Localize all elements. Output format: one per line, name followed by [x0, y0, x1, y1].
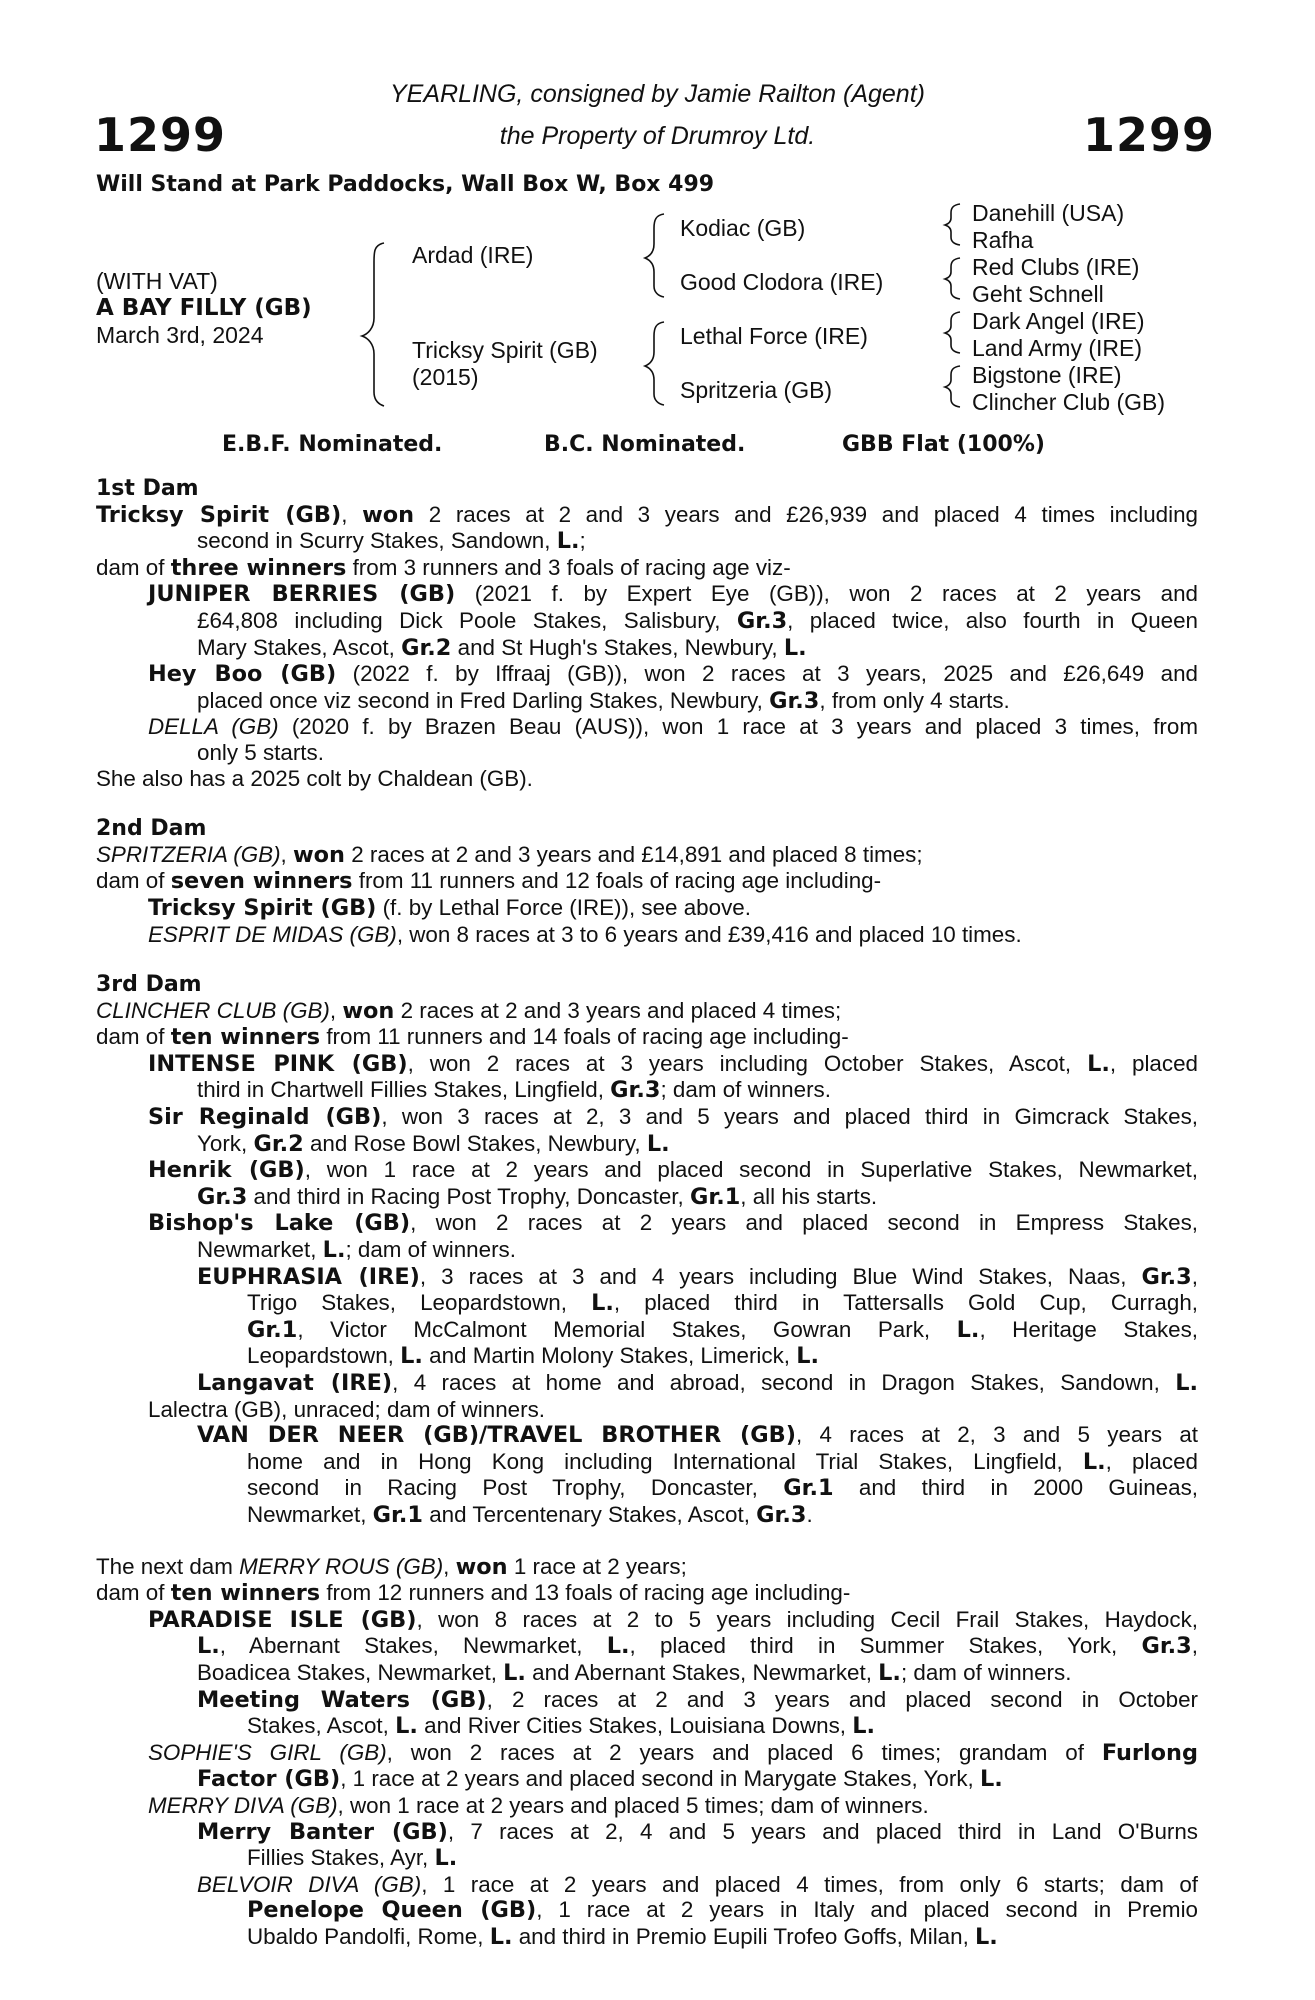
text-run: , Victor McCalmont Memorial Stakes, Gowran Park,	[297, 1316, 957, 1342]
bold-text: L.	[878, 1659, 901, 1686]
italic-text: DELLA (GB)	[148, 714, 279, 740]
text-line	[96, 1660, 1198, 1687]
bold-text: Gr.1	[689, 1183, 741, 1210]
text-line	[96, 1845, 1198, 1872]
lot-number-left: 1299	[94, 108, 227, 162]
text-line	[96, 1713, 1198, 1740]
text-run: , placed	[1105, 1448, 1198, 1474]
text-run: , 3 races at 3 and 4 years including Blue Wind Stakes, Naas,	[419, 1263, 1142, 1289]
text-line	[96, 1580, 1198, 1607]
text-line	[96, 1184, 1198, 1211]
section-first-dam: 1st Dam	[96, 476, 199, 501]
text-line	[96, 868, 1198, 895]
text-line	[96, 1633, 1198, 1660]
pedigree-dam: Tricksy Spirit (GB)	[412, 337, 598, 363]
bracket-gen2-dam	[645, 322, 664, 405]
text-run: , 4 races at 2, 3 and 5 years at	[795, 1422, 1198, 1448]
text-run: and third in 2000 Guineas,	[833, 1475, 1199, 1501]
bold-text: Gr.1	[783, 1475, 834, 1502]
bold-text: Langavat (IRE)	[197, 1370, 393, 1396]
text-run: dam of	[96, 868, 171, 894]
text-run: She also has a 2025 colt by Chaldean (GB).	[96, 765, 533, 791]
text-line	[96, 1422, 1198, 1449]
text-line	[96, 1687, 1198, 1714]
text-run: ,	[1191, 1263, 1198, 1289]
text-line	[96, 1819, 1198, 1846]
pedigree-sire: Ardad (IRE)	[412, 242, 534, 268]
text-run: Boadicea Stakes, Newmarket,	[197, 1659, 504, 1685]
text-run: , won 2 races at 2 years and placed 6 times; grandam of	[386, 1739, 1102, 1765]
pedigree-sire-sire: Kodiac (GB)	[680, 215, 806, 241]
text-run: ,	[1191, 1633, 1198, 1659]
text-run: Leopardstown,	[247, 1343, 401, 1369]
bold-text: Gr.3	[769, 687, 820, 714]
text-line	[96, 1475, 1198, 1502]
bold-text: Gr.1	[372, 1501, 423, 1528]
text-line	[96, 1607, 1198, 1634]
text-run: second in Racing Post Trophy, Doncaster,	[247, 1475, 784, 1501]
text-line	[96, 895, 1198, 922]
text-run: , all his starts.	[740, 1183, 878, 1209]
bold-text: Gr.3	[610, 1077, 661, 1104]
section-gap	[96, 791, 1198, 816]
pedigree-g3-8: Clincher Club (GB)	[972, 389, 1165, 415]
italic-text: ESPRIT DE MIDAS (GB)	[148, 921, 397, 947]
text-line	[96, 740, 1198, 766]
pedigree-g3-6: Land Army (IRE)	[972, 335, 1142, 361]
property-line: the Property of Drumroy Ltd.	[499, 122, 816, 150]
text-line	[96, 581, 1198, 608]
text-line	[96, 1077, 1198, 1104]
text-run: ;	[579, 528, 586, 554]
text-run: and Abernant Stakes, Newmarket,	[525, 1659, 879, 1685]
catalogue-body	[96, 476, 1198, 1950]
text-run: and St Hugh's Stakes, Newbury,	[451, 634, 784, 660]
text-run: dam of	[96, 1024, 171, 1050]
text-line	[96, 502, 1198, 529]
bold-text: L.	[975, 1923, 998, 1950]
text-run: second in Scurry Stakes, Sandown,	[197, 528, 557, 554]
text-line	[96, 528, 1198, 555]
text-run: , 1 race at 2 years and placed 4 times, from only 6 starts; dam of	[421, 1871, 1198, 1897]
text-run: Ubaldo Pandolfi, Rome,	[247, 1923, 490, 1949]
bold-text: Penelope Queen (GB)	[247, 1897, 537, 1924]
text-line	[96, 1924, 1198, 1951]
bold-text: L.	[1082, 1448, 1106, 1475]
pedigree-sire-dam: Good Clodora (IRE)	[680, 269, 884, 295]
text-run: , 2 races at 2 and 3 years and placed second in October	[486, 1686, 1198, 1712]
text-run: Lalectra (GB), unraced; dam of winners.	[148, 1396, 545, 1422]
consignment-line: YEARLING, consigned by Jamie Railton (Agent)	[390, 80, 925, 108]
text-run: Mary Stakes, Ascot,	[197, 634, 402, 660]
section-gap	[96, 947, 1198, 972]
bc-nomination: B.C. Nominated.	[544, 432, 746, 457]
bold-text: L.	[646, 1130, 670, 1157]
section-third-dam: 3rd Dam	[96, 972, 202, 998]
text-run: 2 races at 2 and 3 years and £14,891 and placed 8 times;	[345, 841, 923, 867]
text-line	[96, 998, 1198, 1025]
bold-text: seven winners	[170, 868, 353, 895]
text-run: and Rose Bowl Stakes, Newbury,	[303, 1130, 647, 1156]
text-run: from 12 runners and 13 foals of racing age including-	[320, 1580, 851, 1606]
text-run: Trigo Stakes, Leopardstown,	[247, 1290, 592, 1316]
text-run: 2 races at 2 and 3 years and placed 4 times;	[394, 997, 842, 1023]
text-line	[96, 1264, 1198, 1291]
bold-text: L.	[400, 1343, 423, 1370]
text-run: and Tercentenary Stakes, Ascot,	[422, 1501, 757, 1527]
bold-text: Gr.3	[197, 1183, 248, 1210]
bold-text: three winners	[170, 554, 347, 581]
bold-text: L.	[956, 1316, 980, 1343]
bold-text: Gr.3	[1141, 1633, 1192, 1660]
text-run: (2022 f. by Iffraaj (GB)), won 2 races at 3 years, 2025 and £26,649 and	[336, 661, 1198, 687]
bold-text: ten winners	[170, 1024, 321, 1051]
text-run: (2020 f. by Brazen Beau (AUS)), won 1 race at 3 years and placed 3 times, from	[278, 714, 1198, 740]
text-run: dam of	[96, 1580, 171, 1606]
bold-text: L.	[197, 1633, 220, 1660]
bracket-gen2-sire	[645, 214, 664, 297]
text-run: , 1 race at 2 years in Italy and placed second in Premio	[536, 1897, 1199, 1923]
italic-text: BELVOIR DIVA (GB)	[197, 1871, 422, 1897]
bold-text: won	[342, 997, 395, 1024]
text-run: ,	[443, 1553, 456, 1579]
text-line	[96, 1024, 1198, 1051]
pedigree-dam-sire: Lethal Force (IRE)	[680, 323, 868, 349]
text-run: York,	[197, 1130, 254, 1156]
text-run: (2021 f. by Expert Eye (GB)), won 2 races at 2 years and	[455, 581, 1198, 607]
text-line	[96, 766, 1198, 792]
text-run: , 1 race at 2 years and placed second in Marygate Stakes, York,	[340, 1766, 980, 1792]
text-run: from 11 runners and 12 foals of racing age including-	[352, 868, 882, 894]
text-run: , from only 4 starts.	[819, 687, 1010, 713]
pedigree-g3-7: Bigstone (IRE)	[972, 362, 1122, 388]
text-line	[96, 1157, 1198, 1184]
italic-text: MERRY DIVA (GB)	[148, 1792, 338, 1818]
bold-text: Furlong	[1101, 1739, 1198, 1766]
text-run: , placed	[1109, 1050, 1198, 1076]
italic-text: SPRITZERIA (GB)	[96, 841, 281, 867]
italic-text: MERRY ROUS (GB)	[239, 1553, 444, 1579]
text-line	[96, 922, 1198, 948]
bracket-gen1	[362, 243, 384, 406]
text-run: Fillies Stakes, Ayr,	[247, 1845, 435, 1871]
bold-text: L.	[591, 1290, 614, 1317]
text-line	[96, 1740, 1198, 1767]
bracket-gen3-1	[945, 204, 960, 245]
text-run: dam of	[96, 554, 171, 580]
text-line	[96, 1502, 1198, 1529]
text-run: , 7 races at 2, 4 and 5 years and placed third in Land O'Burns	[447, 1818, 1198, 1844]
bold-text: Gr.2	[401, 634, 452, 661]
text-line	[96, 1397, 1198, 1423]
bold-text: won	[362, 501, 415, 528]
text-run: (f. by Lethal Force (IRE)), see above.	[376, 894, 751, 920]
text-line	[96, 1210, 1198, 1237]
bold-text: L.	[979, 1766, 1003, 1793]
text-run: , won 8 races at 3 to 6 years and £39,416 and placed 10 times.	[396, 921, 1022, 947]
bold-text: L.	[489, 1923, 513, 1950]
italic-text: CLINCHER CLUB (GB)	[96, 997, 330, 1023]
text-line	[96, 1051, 1198, 1078]
bold-text: EUPHRASIA (IRE)	[197, 1263, 420, 1290]
text-line	[96, 661, 1198, 688]
text-run: ,	[341, 501, 363, 527]
bold-text: VAN DER NEER (GB)/TRAVEL BROTHER (GB)	[197, 1422, 796, 1449]
stand-location: Will Stand at Park Paddocks, Wall Box W, Box 499	[96, 172, 715, 197]
text-line	[96, 688, 1198, 715]
text-run: placed once viz second in Fred Darling Stakes, Newbury,	[197, 687, 770, 713]
bold-text: L.	[434, 1845, 458, 1872]
vat-note: (WITH VAT)	[96, 268, 218, 294]
bold-text: Gr.2	[253, 1130, 304, 1157]
text-run: , won 8 races at 2 to 5 years including Cecil Frail Stakes, Haydock,	[416, 1606, 1198, 1632]
text-line	[96, 1237, 1198, 1264]
bold-text: won	[292, 841, 345, 868]
text-run: 2 races at 2 and 3 years and £26,939 and placed 4 times including	[414, 501, 1198, 527]
bold-text: ten winners	[170, 1580, 321, 1607]
text-run: , won 1 race at 2 years and placed second in Superlative Stakes, Newmarket,	[304, 1157, 1198, 1183]
pedigree-g3-1: Danehill (USA)	[972, 200, 1125, 226]
bold-text: Meeting Waters (GB)	[197, 1686, 487, 1713]
text-line	[96, 635, 1198, 662]
text-run: and Martin Molony Stakes, Limerick,	[422, 1343, 797, 1369]
bold-text: Henrik (GB)	[148, 1157, 305, 1184]
text-run: and third in Racing Post Trophy, Doncaster,	[247, 1183, 690, 1209]
horse-name: A BAY FILLY (GB)	[96, 295, 312, 321]
text-run: and River Cities Stakes, Louisiana Downs,	[417, 1713, 853, 1739]
text-run: , Heritage Stakes,	[979, 1316, 1199, 1342]
text-run: ,	[329, 997, 343, 1023]
bold-text: Merry Banter (GB)	[197, 1818, 448, 1845]
text-line	[96, 608, 1198, 635]
bold-text: Gr.3	[736, 607, 788, 634]
bold-text: L.	[556, 528, 580, 555]
bold-text: Gr.1	[247, 1316, 298, 1343]
bold-text: L.	[783, 634, 807, 661]
bold-text: Gr.3	[756, 1501, 807, 1528]
text-line	[96, 1554, 1198, 1581]
text-run: , won 3 races at 2, 3 and 5 years and placed third in Gimcrack Stakes,	[381, 1104, 1198, 1130]
bracket-gen3-4	[945, 366, 960, 407]
text-run: and third in Premio Eupili Trofeo Goffs, Milan,	[512, 1923, 976, 1949]
bracket-gen3-2	[945, 258, 960, 299]
bold-text: won	[455, 1553, 508, 1580]
text-run: , won 2 races at 2 years and placed second in Empress Stakes,	[410, 1210, 1198, 1236]
text-run: Newmarket,	[247, 1501, 373, 1527]
bold-text: L.	[796, 1343, 819, 1370]
text-run: , placed third in Tattersalls Gold Cup, Curragh,	[613, 1290, 1199, 1316]
text-run: ,	[280, 841, 293, 867]
text-run: , won 2 races at 3 years including October Stakes, Ascot,	[407, 1050, 1088, 1076]
text-line	[96, 1897, 1198, 1924]
bold-text: Tricksy Spirit (GB)	[96, 501, 342, 528]
pedigree-g3-5: Dark Angel (IRE)	[972, 308, 1145, 334]
bold-text: L.	[395, 1713, 418, 1740]
text-line	[96, 1290, 1198, 1317]
text-run: The next dam	[96, 1553, 240, 1579]
bold-text: Bishop's Lake (GB)	[148, 1210, 411, 1237]
text-run: from 11 runners and 14 foals of racing age including-	[320, 1024, 849, 1050]
text-run: from 3 runners and 3 foals of racing age viz-	[346, 554, 791, 580]
text-run: , placed third in Summer Stakes, York,	[629, 1633, 1142, 1659]
text-line	[96, 1343, 1198, 1370]
bold-text: L.	[606, 1633, 630, 1660]
text-run: third in Chartwell Fillies Stakes, Lingfield,	[197, 1077, 611, 1103]
text-line	[96, 555, 1198, 582]
bold-text: Sir Reginald (GB)	[148, 1104, 382, 1131]
text-line	[96, 1872, 1198, 1898]
text-line	[96, 1449, 1198, 1476]
lot-number-right: 1299	[1083, 108, 1216, 162]
bold-text: Hey Boo (GB)	[148, 661, 337, 688]
text-line	[96, 1317, 1198, 1344]
bold-text: INTENSE PINK (GB)	[148, 1050, 408, 1077]
bold-text: PARADISE ISLE (GB)	[148, 1606, 417, 1633]
bold-text: Factor (GB)	[197, 1766, 341, 1793]
pedigree-g3-3: Red Clubs (IRE)	[972, 254, 1140, 280]
bold-text: Tricksy Spirit (GB)	[148, 894, 377, 921]
section-second-dam: 2nd Dam	[96, 816, 207, 842]
pedigree-dam-dam: Spritzeria (GB)	[680, 377, 833, 403]
bold-text: L.	[1087, 1050, 1110, 1077]
text-run: only 5 starts.	[197, 739, 324, 765]
italic-text: SOPHIE'S GIRL (GB)	[148, 1739, 387, 1765]
text-run: , 4 races at home and abroad, second in Dragon Stakes, Sandown,	[392, 1370, 1176, 1395]
ebf-nomination: E.B.F. Nominated.	[222, 432, 443, 457]
text-line	[96, 1131, 1198, 1158]
bold-text: JUNIPER BERRIES (GB)	[148, 581, 456, 608]
bold-text: L.	[1175, 1370, 1198, 1396]
pedigree-notes	[96, 502, 1198, 1951]
text-line	[96, 1370, 1198, 1397]
bold-text: L.	[503, 1659, 526, 1686]
text-run: home and in Hong Kong including International Trial Stakes, Lingfield,	[247, 1448, 1083, 1474]
text-line	[96, 1793, 1198, 1819]
section-gap	[96, 1529, 1198, 1554]
bold-text: L.	[322, 1237, 346, 1264]
pedigree-dam-year: (2015)	[412, 364, 479, 390]
text-line	[96, 1104, 1198, 1131]
text-line	[96, 714, 1198, 740]
pedigree-g3-2: Rafha	[972, 227, 1034, 253]
gbb-flat: GBB Flat (100%)	[842, 432, 1045, 457]
foaled-date: March 3rd, 2024	[96, 322, 264, 348]
text-run: , Abernant Stakes, Newmarket,	[219, 1633, 607, 1659]
pedigree-g3-4: Geht Schnell	[972, 281, 1104, 307]
text-run: .	[806, 1501, 813, 1527]
bracket-gen3-3	[945, 312, 960, 353]
text-line	[96, 1766, 1198, 1793]
text-run: ; dam of winners.	[660, 1077, 831, 1103]
text-run: Stakes, Ascot,	[247, 1713, 396, 1739]
text-run: ; dam of winners.	[900, 1659, 1072, 1685]
text-run: £64,808 including Dick Poole Stakes, Salisbury,	[197, 607, 737, 633]
text-run: , placed twice, also fourth in Queen	[787, 607, 1199, 633]
bold-text: Gr.3	[1141, 1263, 1192, 1290]
bold-text: L.	[852, 1713, 876, 1740]
text-run: , won 1 race at 2 years and placed 5 times; dam of winners.	[337, 1792, 929, 1818]
text-run: Newmarket,	[197, 1237, 323, 1263]
text-run: ; dam of winners.	[345, 1237, 516, 1263]
text-line	[96, 842, 1198, 869]
text-run: 1 race at 2 years;	[507, 1553, 687, 1579]
